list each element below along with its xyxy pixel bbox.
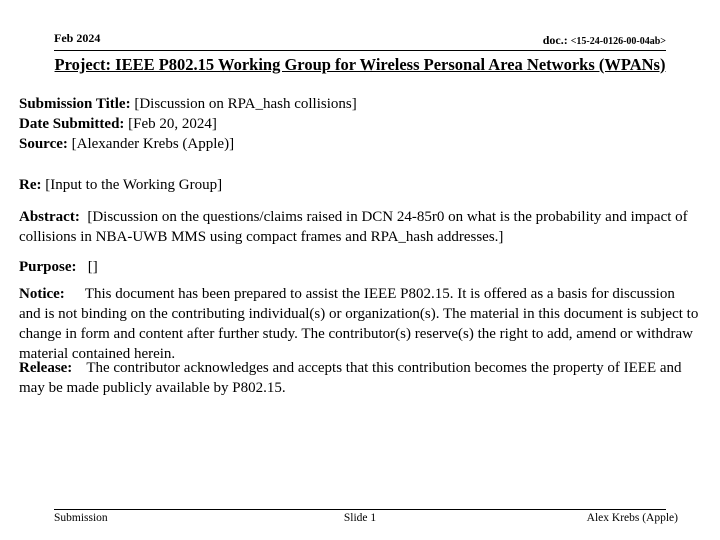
footer-submission: Submission bbox=[54, 512, 108, 524]
abstract-value: [Discussion on the questions/claims raised in DCN 24-85r0 on what is the probability and impact of collisions in NBA-UWB MMS using compact frames and RPA_hash addresses.] bbox=[19, 209, 688, 245]
purpose-value: [] bbox=[87, 259, 98, 275]
release-value: The contributor acknowledges and accepts that this contribution becomes the property of IEEE and may be made publicly available by P802.15. bbox=[19, 360, 682, 396]
header-date: Feb 2024 bbox=[54, 31, 101, 45]
abstract-label: Abstract: bbox=[19, 209, 80, 225]
doc-number: <15-24-0126-00-04ab> bbox=[570, 36, 666, 47]
source bbox=[19, 134, 699, 154]
footer-author: Alex Krebs (Apple) bbox=[586, 512, 678, 524]
submission-title-label: Submission Title: bbox=[19, 96, 131, 112]
release-label: Release: bbox=[19, 360, 73, 376]
purpose bbox=[19, 257, 699, 277]
footer-rule bbox=[54, 509, 666, 510]
header-doc-number bbox=[543, 33, 666, 48]
doc-label: doc.: bbox=[542, 33, 571, 47]
submission-title bbox=[19, 94, 699, 114]
notice bbox=[19, 284, 699, 364]
notice-label: Notice: bbox=[19, 286, 65, 302]
purpose-label: Purpose: bbox=[19, 259, 77, 275]
re-value: [Input to the Working Group] bbox=[45, 177, 223, 193]
footer-slide-number: Slide 1 bbox=[343, 512, 377, 524]
submission-title-value: [Discussion on RPA_hash collisions] bbox=[134, 96, 357, 112]
notice-value: This document has been prepared to assist the IEEE P802.15. It is offered as a basis for discussion and is not binding on the contributing individual(s) or organization(s). The material in this document is subject to change in form and content after further study. The contributor(s) reserve(s) the right to add, amend or withdraw material contained herein. bbox=[19, 286, 699, 362]
re-label: Re: bbox=[19, 177, 42, 193]
date-submitted bbox=[19, 114, 699, 134]
date-submitted-value: [Feb 20, 2024] bbox=[128, 116, 217, 132]
source-value: [Alexander Krebs (Apple)] bbox=[71, 136, 235, 152]
header-rule bbox=[54, 50, 666, 51]
re bbox=[19, 175, 699, 195]
release bbox=[19, 358, 699, 398]
project-title: Project: IEEE P802.15 Working Group for Wireless Personal Area Networks (WPANs) bbox=[54, 55, 666, 74]
abstract bbox=[19, 207, 699, 247]
date-submitted-label: Date Submitted: bbox=[19, 116, 125, 132]
source-label: Source: bbox=[19, 136, 68, 152]
